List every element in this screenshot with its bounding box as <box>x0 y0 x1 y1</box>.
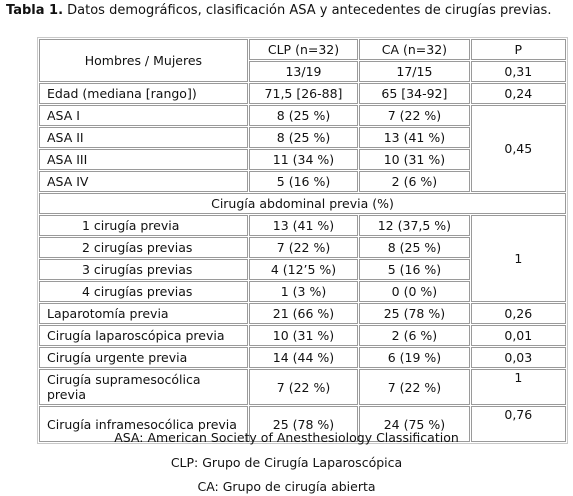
header-row <box>39 39 566 60</box>
row-p: 0,26 <box>471 303 566 324</box>
sex-ca: 17/15 <box>359 61 469 82</box>
footnote-ca: CA: Grupo de cirugía abierta <box>197 479 376 494</box>
row-ca: 10 (31 %) <box>359 149 469 170</box>
table-row <box>39 303 566 324</box>
footnote-clp: CLP: Grupo de Cirugía Laparoscópica <box>170 455 403 470</box>
col-header-ca: CA (n=32) <box>359 39 469 60</box>
table-row <box>39 215 566 236</box>
row-label: ASA III <box>39 149 248 170</box>
row-ca: 7 (22 %) <box>359 105 469 126</box>
table-row <box>39 347 566 368</box>
row-clp: 4 (12’5 %) <box>249 259 358 280</box>
table-caption <box>6 3 551 18</box>
row-ca: 8 (25 %) <box>359 237 469 258</box>
row-clp: 11 (34 %) <box>249 149 358 170</box>
col-header-clp: CLP (n=32) <box>249 39 358 60</box>
footnote-asa: ASA: American Society of Anesthesiology Classification <box>114 430 459 445</box>
row-label: Cirugía supramesocólica previa <box>39 369 248 405</box>
row-ca: 2 (6 %) <box>359 325 469 346</box>
row-ca: 0 (0 %) <box>359 281 469 302</box>
section-title: Cirugía abdominal previa (%) <box>39 193 566 214</box>
row-clp: 21 (66 %) <box>249 303 358 324</box>
col-header-p: P <box>471 39 566 60</box>
table-row <box>39 105 566 126</box>
row-clp: 13 (41 %) <box>249 215 358 236</box>
row-label: 3 cirugías previas <box>39 259 248 280</box>
row-label: 2 cirugías previas <box>39 237 248 258</box>
section-row <box>39 193 566 214</box>
row-label: Cirugía urgente previa <box>39 347 248 368</box>
row-clp: 7 (22 %) <box>249 237 358 258</box>
row-clp: 25 (78 %) <box>249 406 358 442</box>
row-ca: 2 (6 %) <box>359 171 469 192</box>
row-ca: 6 (19 %) <box>359 347 469 368</box>
row-clp: 1 (3 %) <box>249 281 358 302</box>
sex-clp: 13/19 <box>249 61 358 82</box>
caption-label: Tabla 1. <box>6 3 64 18</box>
sex-label: Hombres / Mujeres <box>39 39 248 82</box>
row-ca: 5 (16 %) <box>359 259 469 280</box>
row-p: 0,24 <box>471 83 566 104</box>
data-table <box>37 37 568 444</box>
row-label: Edad (mediana [rango]) <box>39 83 248 104</box>
row-label: ASA IV <box>39 171 248 192</box>
row-clp: 8 (25 %) <box>249 127 358 148</box>
row-p: 0,01 <box>471 325 566 346</box>
sex-p: 0,31 <box>471 61 566 82</box>
table-row <box>39 83 566 104</box>
row-clp: 8 (25 %) <box>249 105 358 126</box>
row-ca: 25 (78 %) <box>359 303 469 324</box>
row-ca: 7 (22 %) <box>359 369 469 405</box>
row-label: ASA I <box>39 105 248 126</box>
row-clp: 10 (31 %) <box>249 325 358 346</box>
row-clp: 71,5 [26-88] <box>249 83 358 104</box>
row-ca: 12 (37,5 %) <box>359 215 469 236</box>
row-ca: 24 (75 %) <box>359 406 469 442</box>
row-p: 0,03 <box>471 347 566 368</box>
row-ca: 13 (41 %) <box>359 127 469 148</box>
row-clp: 5 (16 %) <box>249 171 358 192</box>
table-row <box>39 369 566 405</box>
row-label: 1 cirugía previa <box>39 215 248 236</box>
row-clp: 7 (22 %) <box>249 369 358 405</box>
caption-text: Datos demográficos, clasificación ASA y antecedentes de cirugías previas. <box>63 3 552 18</box>
row-clp: 14 (44 %) <box>249 347 358 368</box>
table-row <box>39 325 566 346</box>
row-label: Cirugía laparoscópica previa <box>39 325 248 346</box>
row-label: Laparotomía previa <box>39 303 248 324</box>
row-label: Cirugía inframesocólica previa <box>39 406 248 442</box>
row-ca: 65 [34-92] <box>359 83 469 104</box>
surgery-count-p-value: 1 <box>471 215 566 302</box>
row-p: 0,76 <box>471 406 566 442</box>
row-label: ASA II <box>39 127 248 148</box>
row-label: 4 cirugías previas <box>39 281 248 302</box>
row-p: 1 <box>471 369 566 405</box>
asa-p-value: 0,45 <box>471 105 566 192</box>
